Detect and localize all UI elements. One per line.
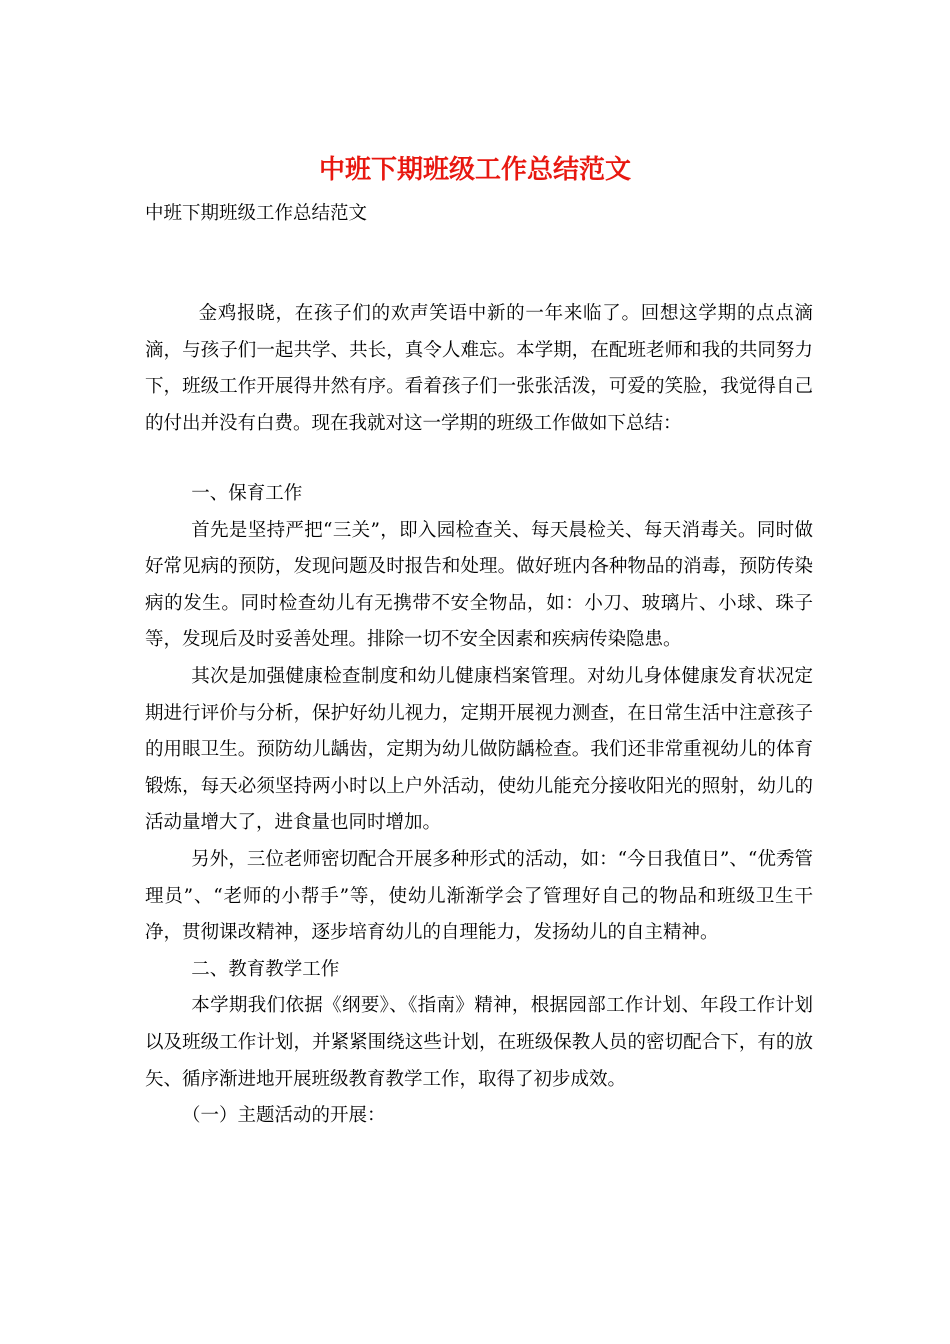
paragraph-care-3: 另外，三位老师密切配合开展多种形式的活动，如：“今日我值日”、“优秀管理员”、“老师的小帮手”等，使幼儿渐渐学会了管理好自己的物品和班级卫生干净，贯彻课改精神，逐步培育幼儿的自理能力，发扬幼儿的自主精神。 — [145, 848, 813, 944]
intro-paragraph: 金鸡报晓，在孩子们的欢声笑语中新的一年来临了。回想这学期的点点滴滴，与孩子们一起共学、共长，真令人难忘。本学期，在配班老师和我的共同努力下，班级工作开展得井然有序。看着孩子们一张张活泼，可爱的笑脸，我觉得自己的付出并没有白费。现在我就对这一学期的班级工作做如下总结： — [145, 303, 813, 434]
paragraph-teaching-1: 本学期我们依据《纲要》、《指南》精神，根据园部工作计划、年段工作计划以及班级工作计划，并紧紧围绕这些计划，在班级保教人员的密切配合下，有的放矢、循序渐进地开展班级教育教学工作，取得了初步成效。 — [145, 995, 813, 1090]
section-heading-care: 一、保育工作 — [191, 483, 303, 504]
paragraph-care-2: 其次是加强健康检查制度和幼儿健康档案管理。对幼儿身体健康发育状况定期进行评价与分析，保护好幼儿视力，定期开展视力测查，在日常生活中注意孩子的用眼卫生。预防幼儿龋齿，定期为幼儿做防龋检查。我们还非常重视幼儿的体育锻炼，每天必须坚持两小时以上户外活动，使幼儿能充分接收阳光的照射，幼儿的活动量增大了，进食量也同时增加。 — [145, 665, 813, 834]
document-subtitle: 中班下期班级工作总结范文 — [145, 203, 368, 224]
main-content — [145, 476, 813, 1135]
document-title: 中班下期班级工作总结范文 — [318, 155, 631, 185]
paragraph-care-1: 首先是坚持严把“三关”，即入园检查关、每天晨检关、每天消毒关。同时做好常见病的预防，发现问题及时报告和处理。做好班内各种物品的消毒，预防传染病的发生。同时检查幼儿有无携带不安全物品，如：小刀、玻璃片、小球、珠子等，发现后及时妥善处理。排除一切不安全因素和疾病传染隐患。 — [145, 519, 813, 651]
subheading-theme-activities: （一）主题活动的开展： — [182, 1105, 386, 1127]
intro-section — [145, 296, 813, 442]
section-heading-teaching: 二、教育教学工作 — [191, 958, 340, 980]
